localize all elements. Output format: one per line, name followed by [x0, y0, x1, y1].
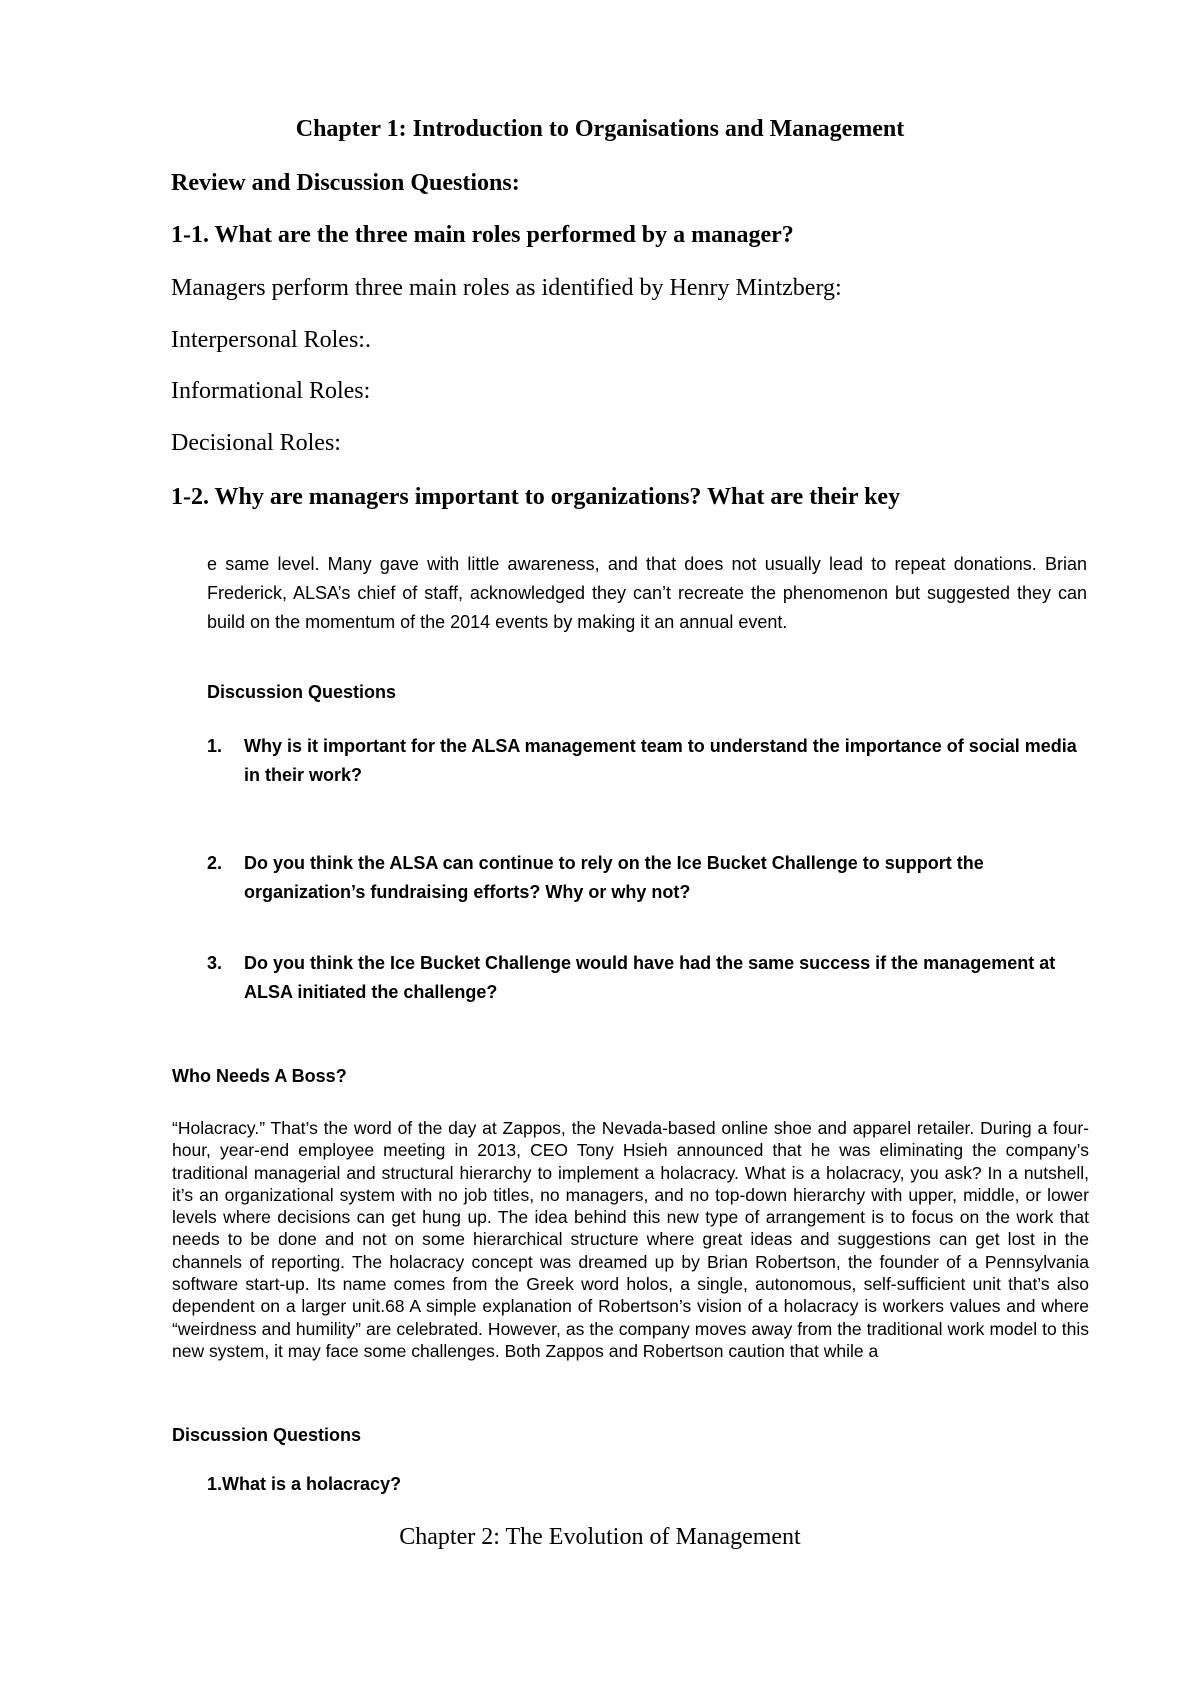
role-interpersonal: Interpersonal Roles:. [171, 327, 371, 353]
question-text: Do you think the Ice Bucket Challenge would have had the same success if the management at ALSA initiated the challenge? [244, 953, 1056, 1002]
discussion-question-2 [207, 849, 1087, 907]
question-number: 1. [207, 736, 223, 756]
discussion-heading-2: Discussion Questions [172, 1425, 362, 1445]
discussion-question-3 [207, 949, 1087, 1007]
question-text: Do you think the ALSA can continue to rely on the Ice Bucket Challenge to support the organization’s fundraising efforts? Why or why not? [244, 853, 984, 902]
review-heading: Review and Discussion Questions: [171, 170, 520, 196]
role-decisional: Decisional Roles: [171, 430, 341, 456]
role-informational: Informational Roles: [171, 378, 371, 404]
case-heading-who-needs-a-boss: Who Needs A Boss? [172, 1066, 347, 1086]
chapter-1-title: Chapter 1: Introduction to Organisations and Management [295, 116, 905, 142]
case-excerpt: e same level. Many gave with little awareness, and that does not usually lead to repeat donations. Brian Frederick, ALSA’s chief of staff, acknowledged they can’t recreate the phenomenon but suggested they can build on the momentum of the 2014 events by making it an annual event. [207, 554, 1087, 632]
question-text: Why is it important for the ALSA management team to understand the importance of social media in their work? [244, 736, 1077, 785]
holacracy-question: 1.What is a holacracy? [207, 1474, 402, 1494]
roles-intro: Managers perform three main roles as identified by Henry Mintzberg: [171, 275, 842, 301]
holacracy-case-body: “Holacracy.” That’s the word of the day at Zappos, the Nevada-based online shoe and apparel retailer. During a four-hour, year-end employee meeting in 2013, CEO Tony Hsieh announced that he was eliminating the company’s traditional managerial and structural hierarchy to implement a holacracy. What is a holacracy, you ask? In a nutshell, it’s an organizational system with no job titles, no managers, and no top-down hierarchy with upper, middle, or lower levels where decisions can get hung up. The idea behind this new type of arrangement is to focus on the work that needs to be done and not on some hierarchical structure where great ideas and suggestions can get lost in the channels of reporting. The holacracy concept was dreamed up by Brian Robertson, the founder of a Pennsylvania software start-up. Its name comes from the Greek word holos, a single, autonomous, self-sufficient unit that’s also dependent on a larger unit.68 A simple explanation of Robertson’s vision of a holacracy is workers values and where “weirdness and humility” are celebrated. However, as the company moves away from the traditional work model to this new system, it may face some challenges. Both Zappos and Robertson caution that while a [172, 1118, 1089, 1361]
question-1-1: 1-1. What are the three main roles performed by a manager? [171, 222, 794, 248]
question-number: 3. [207, 953, 223, 973]
question-1-2: 1-2. Why are managers important to organizations? What are their key [171, 484, 901, 510]
chapter-2-title: Chapter 2: The Evolution of Management [399, 1524, 801, 1550]
discussion-heading-1: Discussion Questions [207, 682, 397, 702]
question-number: 2. [207, 853, 223, 873]
discussion-question-1 [207, 732, 1087, 790]
